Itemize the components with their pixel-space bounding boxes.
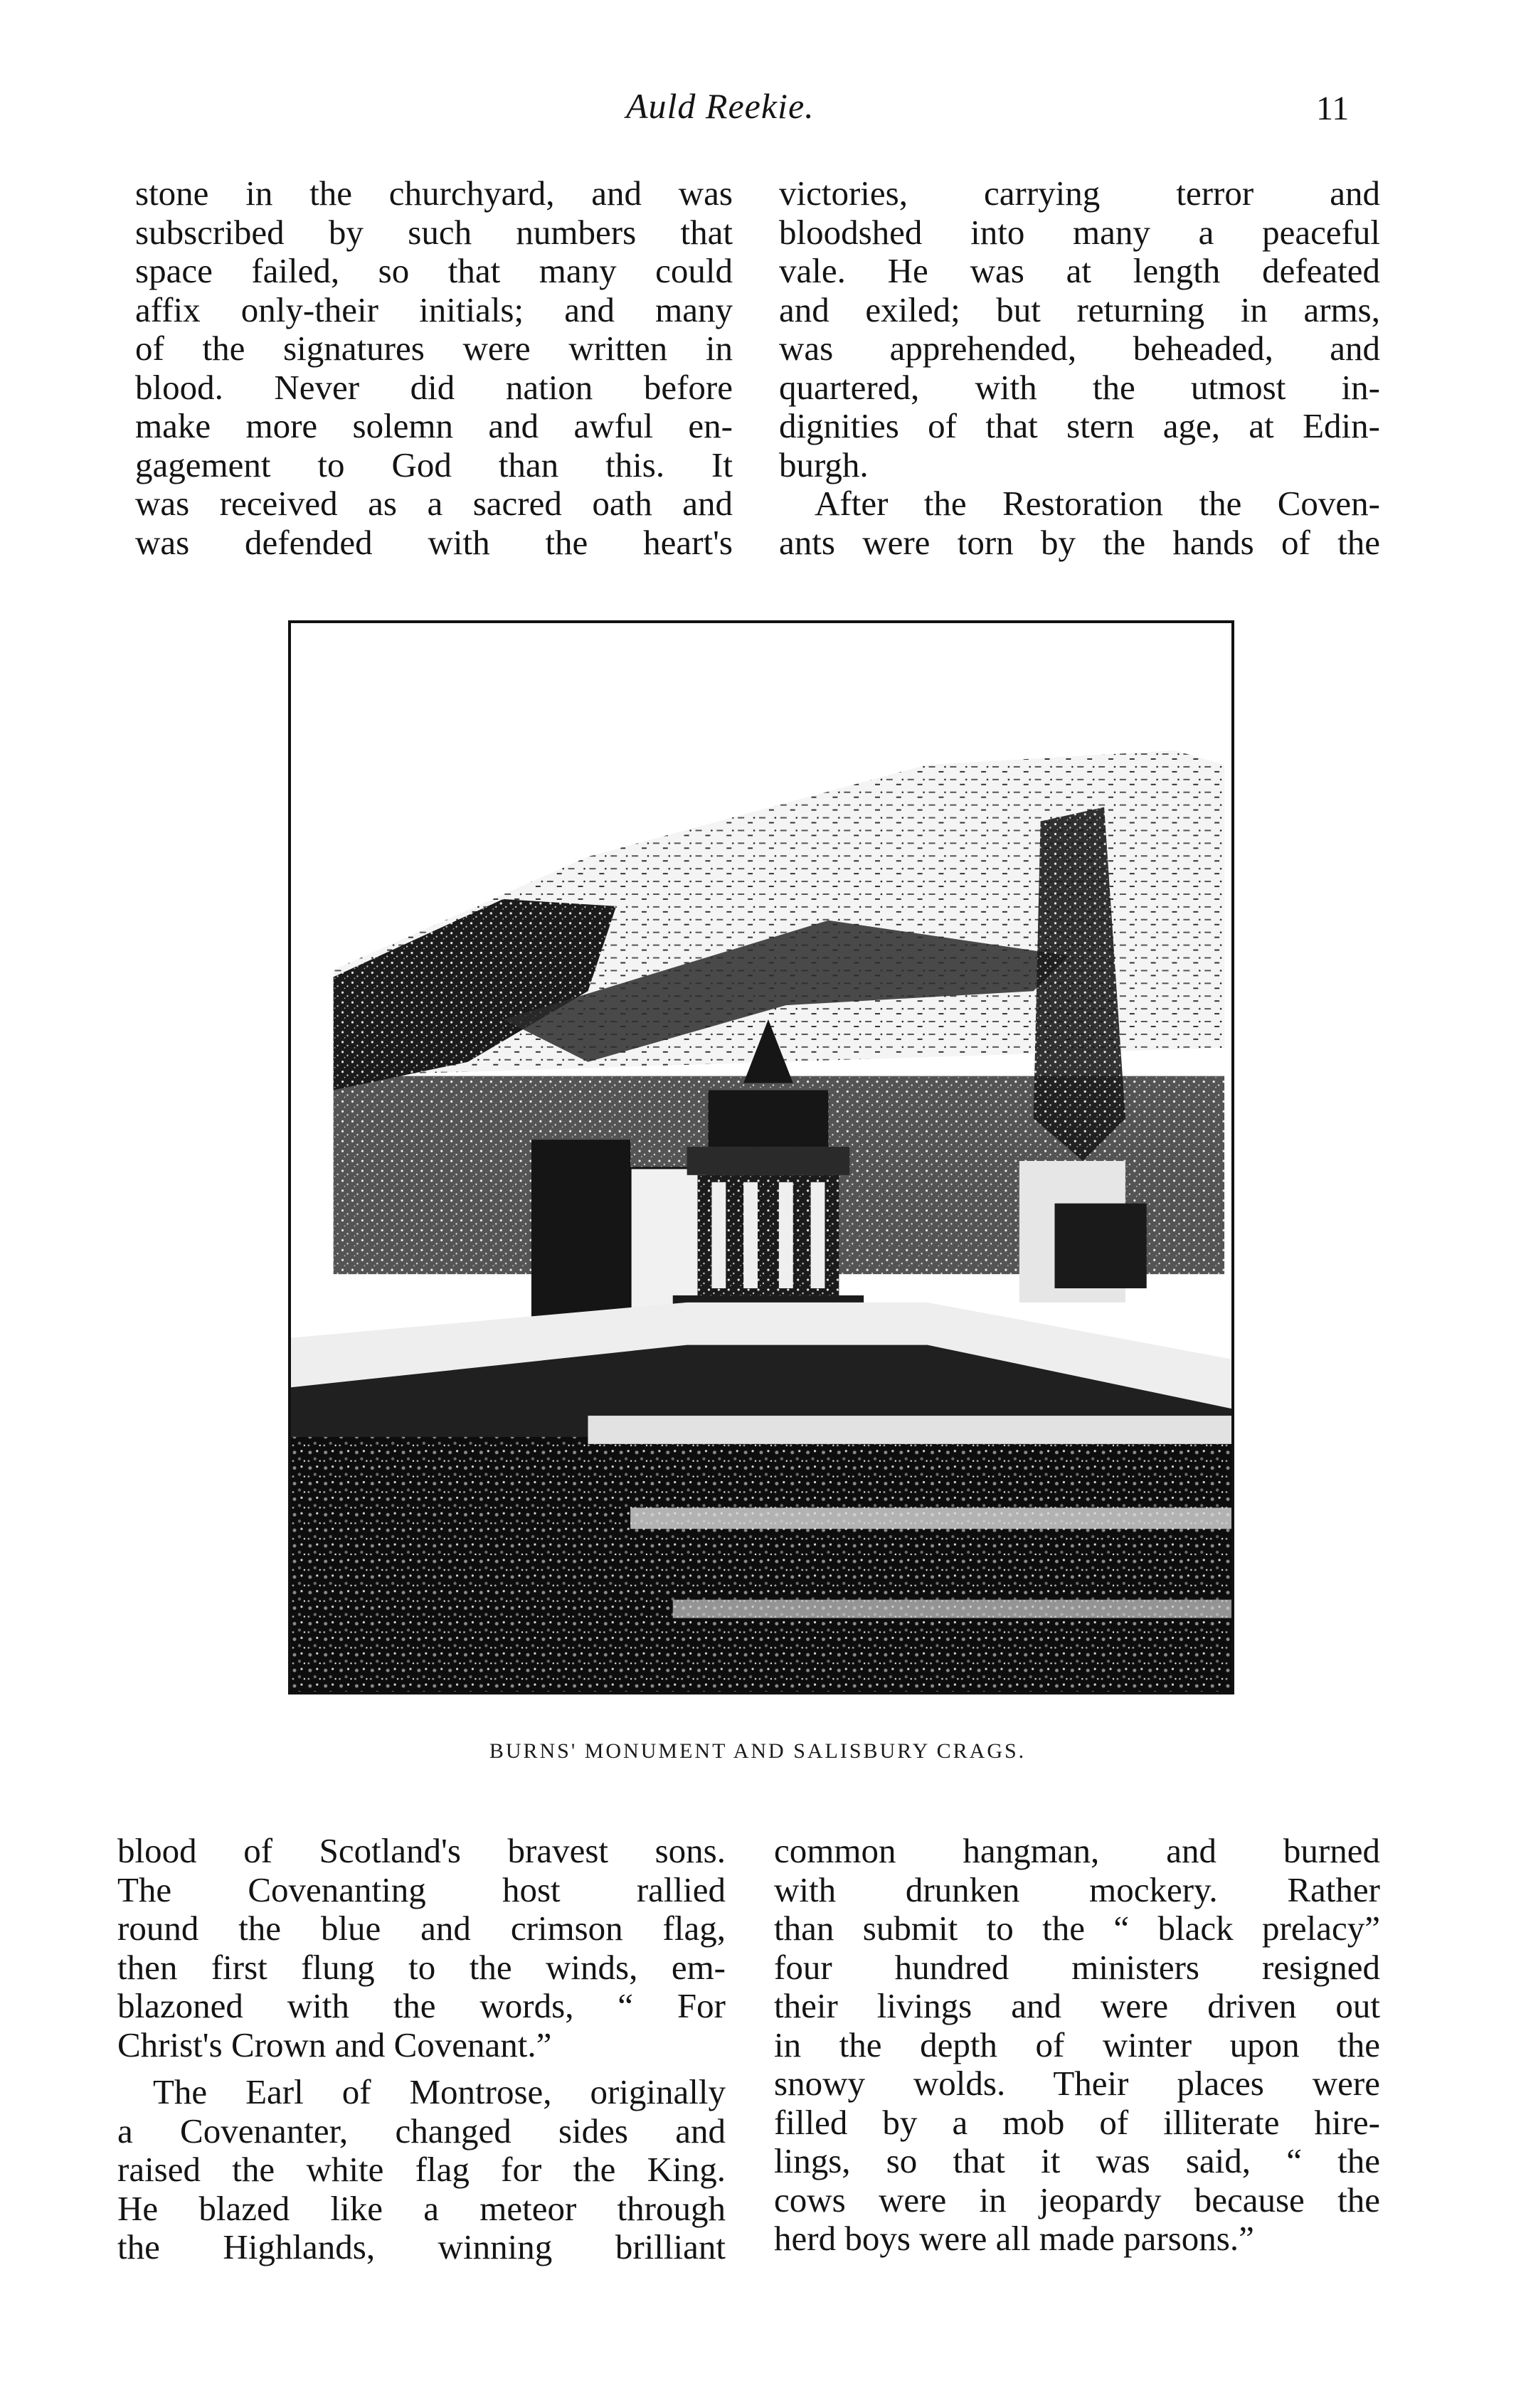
text-line: than submit to the “ black prelacy” <box>774 1909 1380 1948</box>
text-line: gagement to God than this. It <box>135 445 733 484</box>
text-line: affix only-their initials; and many <box>135 290 733 329</box>
text-line: blazoned with the words, “ For <box>117 1986 726 2025</box>
running-head-title: Auld Reekie. <box>626 86 815 126</box>
text-line: burgh. <box>779 445 869 484</box>
text-line: lings, so that it was said, “ the <box>774 2141 1380 2180</box>
text-line: ants were torn by the hands of the <box>779 522 1380 562</box>
text-line: blood. Never did nation before <box>135 367 733 407</box>
text-line: round the blue and crimson flag, <box>117 1909 726 1948</box>
text-line: the Highlands, winning brilliant <box>117 2227 726 2266</box>
monument-photo-illustration <box>291 623 1231 1692</box>
text-line: He blazed like a meteor through <box>117 2188 726 2228</box>
paragraph-start-line: The Earl of Montrose, originally <box>153 2072 726 2111</box>
bottom-right-column <box>774 1832 1380 2259</box>
text-line: vale. He was at length defeated <box>779 251 1380 290</box>
text-line: victories, carrying terror and <box>779 174 1380 213</box>
page-number: 11 <box>1316 90 1350 127</box>
text-line: was apprehended, beheaded, and <box>779 329 1380 368</box>
text-line: was defended with the heart's <box>135 522 733 562</box>
text-line: common hangman, and burned <box>774 1831 1380 1870</box>
paragraph-start-line: After the Restoration the Coven- <box>815 484 1380 523</box>
text-line: with drunken mockery. Rather <box>774 1869 1380 1909</box>
text-line: raised the white flag for the King. <box>117 2150 726 2189</box>
top-right-column <box>779 174 1380 562</box>
text-line: of the signatures were written in <box>135 329 733 368</box>
text-line: bloodshed into many a peaceful <box>779 212 1380 252</box>
text-line: subscribed by such numbers that <box>135 212 733 252</box>
text-line: their livings and were driven out <box>774 1986 1380 2025</box>
text-line: stone in the churchyard, and was <box>135 174 733 213</box>
text-line: space failed, so that many could <box>135 251 733 290</box>
text-line: a Covenanter, changed sides and <box>117 2111 726 2150</box>
text-line: make more solemn and awful en- <box>135 406 733 445</box>
text-line: dignities of that stern age, at Edin- <box>779 406 1380 445</box>
bottom-left-column <box>117 1832 726 2267</box>
text-line: four hundred ministers resigned <box>774 1947 1380 1987</box>
text-line: herd boys were all made parsons.” <box>774 2219 1254 2258</box>
text-line: blood of Scotland's bravest sons. <box>117 1831 726 1870</box>
top-left-column <box>135 174 733 562</box>
text-line: The Covenanting host rallied <box>117 1869 726 1909</box>
figure-caption: BURNS' MONUMENT AND SALISBURY CRAGS. <box>489 1739 1027 1763</box>
text-line: Christ's Crown and Covenant.” <box>117 2025 552 2064</box>
text-line: snowy wolds. Their places were <box>774 2064 1380 2103</box>
text-line: was received as a sacred oath and <box>135 484 733 523</box>
text-line: filled by a mob of illiterate hire- <box>774 2102 1380 2142</box>
text-line: quartered, with the utmost in- <box>779 367 1380 407</box>
text-line: in the depth of winter upon the <box>774 2025 1380 2064</box>
text-line: then first flung to the winds, em- <box>117 1947 726 1987</box>
halftone-photograph <box>288 620 1234 1694</box>
text-line: and exiled; but returning in arms, <box>779 290 1380 329</box>
text-line: cows were in jeopardy because the <box>774 2180 1380 2219</box>
